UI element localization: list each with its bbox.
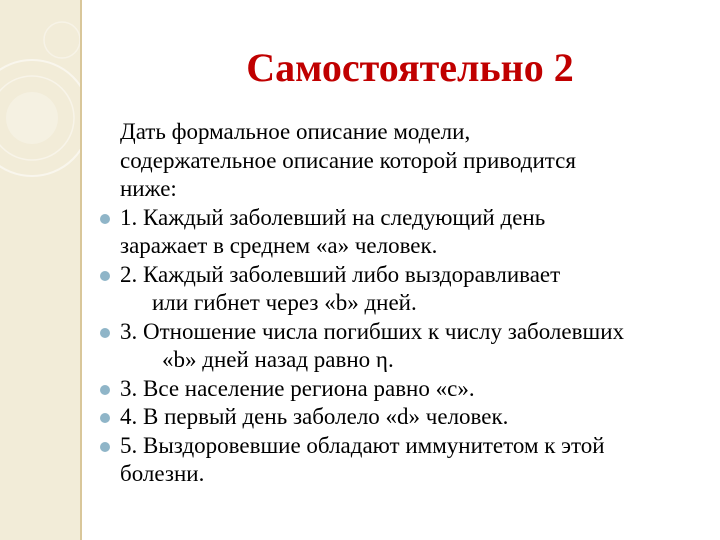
list-item-continuation: или гибнет через «b» дней. (152, 290, 417, 315)
bullet-icon (100, 413, 110, 423)
intro-line: содержательное описание которой приводится (120, 147, 576, 173)
list-item (100, 204, 715, 233)
bullet-icon (100, 442, 110, 452)
sidebar-circles-decoration (0, 0, 80, 540)
bullet-icon (100, 328, 110, 338)
intro-line: Дать формальное описание модели, (120, 119, 471, 144)
list-item-continuation: «b» дней назад равно η. (162, 347, 394, 372)
sidebar-divider (80, 0, 82, 540)
intro-line: ниже: (120, 176, 177, 201)
list-item-text: 3. Отношение числа погибших к числу заболевших (120, 318, 625, 344)
list-item (100, 375, 715, 404)
list-item-text: 5. Выздоровевшие обладают иммунитетом к этой (120, 432, 605, 458)
list-item-text: 3. Все население региона равно «c». (120, 375, 475, 401)
list-item-text: 2. Каждый заболевший либо выздоравливает (120, 261, 561, 287)
bullet-icon (100, 385, 110, 395)
list-item-continuation: заражает в среднем «a» человек. (120, 233, 438, 258)
bullet-icon (100, 271, 110, 281)
list-item (100, 403, 715, 432)
list-item (100, 318, 715, 347)
list-item-text: 4. В первый день заболело «d» человек. (120, 404, 509, 429)
list-item-text: 1. Каждый заболевший на следующий день (120, 204, 546, 230)
bullet-icon (100, 214, 110, 224)
list-item (100, 261, 715, 290)
list-item (100, 432, 715, 461)
decorative-sidebar (0, 0, 80, 540)
slide-body (100, 118, 715, 489)
list-item-continuation: болезни. (120, 461, 205, 486)
slide-title: Самостоятельно 2 (246, 45, 574, 90)
